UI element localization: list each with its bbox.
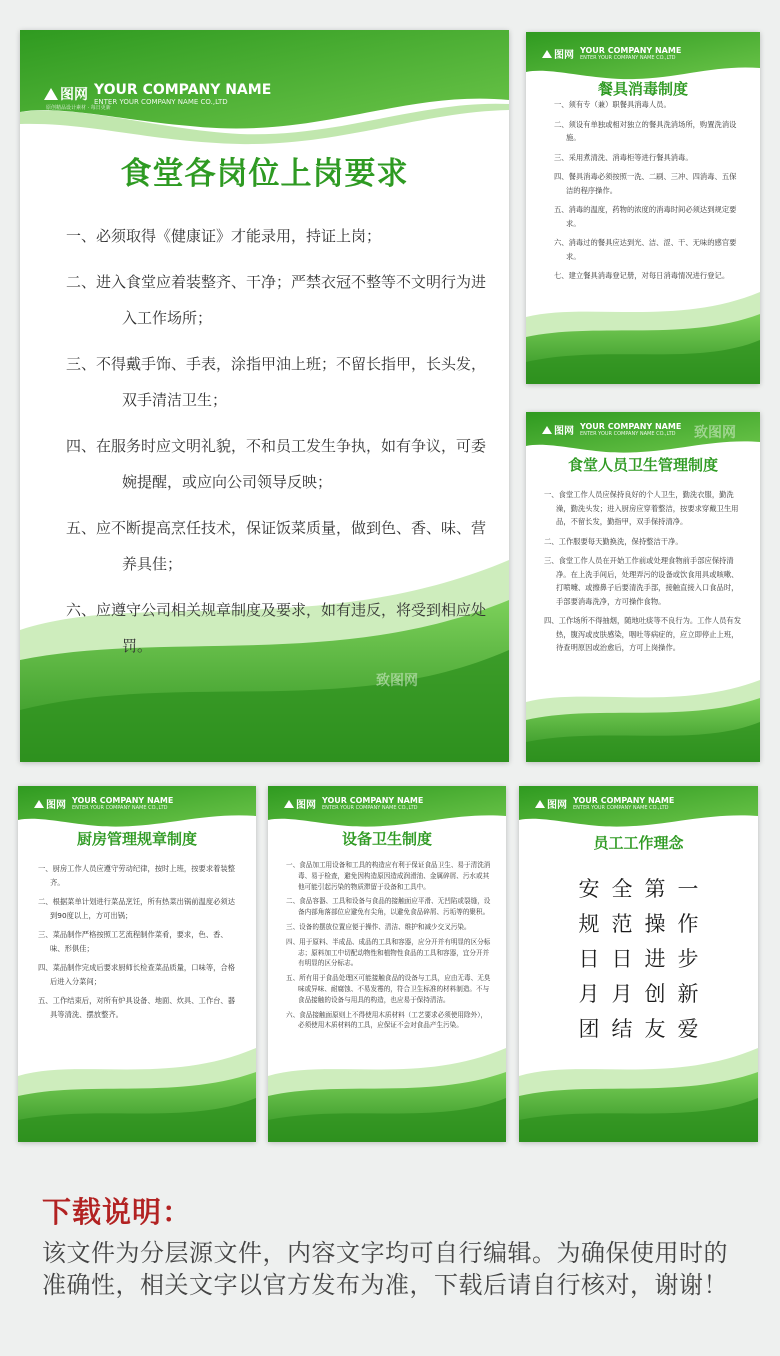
brand-header [34,796,173,811]
board-staff-hygiene [526,412,760,762]
logo-triangle-icon [535,800,545,808]
company-name: YOUR COMPANY NAME [72,796,174,805]
rule-list [286,860,492,1035]
notice-body: 该文件为分层源文件，内容文字均可自行编辑。为确保使用时的准确性，相关文字以官方发布为准，下载后请自行核对，谢谢！ [42,1239,728,1299]
list-item: 二、食品容器、工具和设备与食品的接触面应平滑、无凹陷或裂缝，设备内部角落部位应避免有尖角，以避免食品碎屑、污垢等的聚积。 [286,897,491,917]
notice-heading: 下载说明： [42,1195,193,1229]
logo-triangle-icon [34,800,44,808]
board-title: 食堂各岗位上岗要求 [120,156,409,192]
company-name: YOUR COMPANY NAME [573,796,675,805]
logo-triangle-icon [542,426,552,434]
board-title: 员工工作理念 [593,834,684,852]
logo: 图网 [542,46,574,61]
motto-line: 规范操作 [578,912,711,936]
list-item: 六、应遵守公司相关规章制度及要求，如有违反，将受到相应处罚。 [66,601,487,655]
board-staff-philosophy [519,786,758,1142]
list-item: 三、采用煮清洗、消毒柜等进行餐具消毒。 [554,152,693,162]
motto-line: 月月创新 [578,982,711,1006]
brand-header [284,796,423,811]
logo: 图网 [535,796,567,811]
board-tableware-disinfection [526,32,760,384]
logo: 图网 [542,422,574,437]
list-item: 四、工作场所不得抽烟，随地吐痰等不良行为。工作人员有发热，腹泻或皮肤感染，咽吐等病症的，应立即停止上班，待查明原因或治愈后，方可上岗操作。 [544,616,742,652]
company-subtitle: ENTER YOUR COMPANY NAME CO.,LTD [72,805,168,811]
brand-header [535,796,674,811]
list-item: 七、建立餐具消毒登记册，对每日消毒情况进行登记。 [554,271,730,280]
list-item: 五、消毒的温度，药物的浓度的消毒时间必须达到规定要求。 [554,205,737,228]
list-item: 二、工作服要每天勤换洗，保持整洁干净。 [544,536,683,546]
list-item: 三、不得戴手饰、手表，涂指甲油上班；不留长指甲，长头发，双手清洁卫生； [66,355,487,409]
logo: 图网 [44,84,88,104]
list-item: 三、菜品制作严格按照工艺流程制作菜肴，要求，色、香、味、形俱佳； [38,930,228,953]
list-item: 一、须有专（兼）职餐具消毒人员。 [554,100,671,109]
logo-triangle-icon [542,50,552,58]
motto-list [519,872,758,1047]
list-item: 三、食堂工作人员在开始工作前或处理食物前手部应保持清净。在上洗手间后，处理弄污的设备或饮食用具或咳嗽、打喷嚏、或擦鼻子后要清洗手部，接触直接入口食品时，手部要消毒洗净，方可操作食物。 [544,556,739,606]
list-item: 六、消毒过的餐具应达到光、洁、涩、干、无味的感官要求。 [554,238,737,261]
list-item: 六、食品接触面原则上不得使用木质材料（工艺要求必须使用除外），必须使用木质材料的工具，应保证不会对食品产生污染。 [286,1010,488,1030]
brand-header [44,82,271,106]
company-name: YOUR COMPANY NAME [580,422,682,431]
watermark: 致图网 [376,673,418,689]
brand-header [542,46,681,61]
board-title: 食堂人员卫生管理制度 [567,456,718,474]
list-item: 一、厨房工作人员应遵守劳动纪律，按时上班，按要求着装整齐。 [38,864,236,887]
board-title: 设备卫生制度 [341,830,432,848]
logo: 图网 [284,796,316,811]
board-title: 餐具消毒制度 [597,80,688,98]
board-kitchen-management [18,786,256,1142]
board-equipment-hygiene [268,786,506,1142]
rule-list [554,98,740,289]
list-item: 四、菜品制作完成后要求厨师长检查菜品质量，口味等，合格后进入分菜间； [38,963,236,986]
logo: 图网 [34,796,66,811]
company-name: YOUR COMPANY NAME [580,46,682,55]
company-subtitle: ENTER YOUR COMPANY NAME CO.,LTD [573,805,669,811]
rule-list [66,218,496,674]
list-item: 四、在服务时应文明礼貌，不和员工发生争执，如有争议，可委婉提醒，或应向公司领导反映； [66,437,487,491]
motto-line: 日日进步 [578,947,711,971]
board-canteen-requirements [20,30,509,762]
watermark: 致图网 [694,425,736,441]
logo-triangle-icon [284,800,294,808]
list-item: 五、工作结束后，对所有炉具设备、地面、炊具、工作台、器具等清洗、摆放整齐。 [38,996,236,1019]
brand-header [542,422,681,437]
company-name: YOUR COMPANY NAME [94,82,272,98]
logo-tagline: 原创精品设计素材 · 每日更新 [46,105,111,111]
list-item: 一、食品加工用设备和工具的构造应有利于保证食品卫生、易于清洗消毒、易于检查，避免因构造原因造成润滑油、金属碎屑、污水或其他可能引起污染的物质滞留于设备和工具中。 [286,861,491,891]
company-subtitle: ENTER YOUR COMPANY NAME CO.,LTD [322,805,418,811]
list-item: 一、必须取得《健康证》才能录用，持证上岗； [66,227,382,245]
list-item: 一、食堂工作人员应保持良好的个人卫生，勤洗衣服，勤洗澡，勤洗头发；进入厨房应穿着整洁，按要求穿戴卫生用品，不留长发，勤指甲，双手保持清净。 [544,490,739,526]
motto-line: 安全第一 [578,877,711,901]
list-item: 五、应不断提高烹任技术，保证饭菜质量，做到色、香、味、营养具佳； [66,519,487,573]
motto-line: 团结友爱 [578,1017,711,1041]
list-item: 二、进入食堂应着装整齐、干净；严禁衣冠不整等不文明行为进入工作场所； [66,273,487,327]
list-item: 三、设备的摆放位置应便于操作、清洁、维护和减少交叉污染。 [286,922,471,931]
logo-triangle-icon [44,88,58,100]
list-item: 四、用于原料、半成品、成品的工具和容器，应分开并有明显的区分标志；原料加工中切配动物性和植物性食品的工具和容器，宜分开并有明显的区分标志。 [286,937,491,968]
list-item: 五、所有用于食品处理区可能接触食品的设备与工具，应由无毒、无臭味或异味、耐腐蚀、不易发霉的，符合卫生标准的材料制造。不与食品接触的设备与用具的构造，也应易于保持清洁。 [286,974,491,1004]
list-item: 二、根据菜单计划进行菜品烹饪，所有热菜出锅前温度必须达到90度以上，方可出锅； [38,897,236,920]
company-subtitle: ENTER YOUR COMPANY NAME CO.,LTD [94,98,228,106]
company-name: YOUR COMPANY NAME [322,796,424,805]
company-subtitle: ENTER YOUR COMPANY NAME CO.,LTD [580,55,676,61]
list-item: 四、餐具消毒必须按照一洗、二刷、三冲、四消毒、五保洁的程序操作。 [554,172,737,195]
list-item: 二、须设有单独或相对独立的餐具洗消场所，购置洗消设施。 [554,119,737,142]
rule-list [38,862,240,1027]
rule-list [544,488,744,661]
download-notice [42,1190,742,1301]
company-subtitle: ENTER YOUR COMPANY NAME CO.,LTD [580,431,676,437]
board-title: 厨房管理规章制度 [76,830,197,848]
